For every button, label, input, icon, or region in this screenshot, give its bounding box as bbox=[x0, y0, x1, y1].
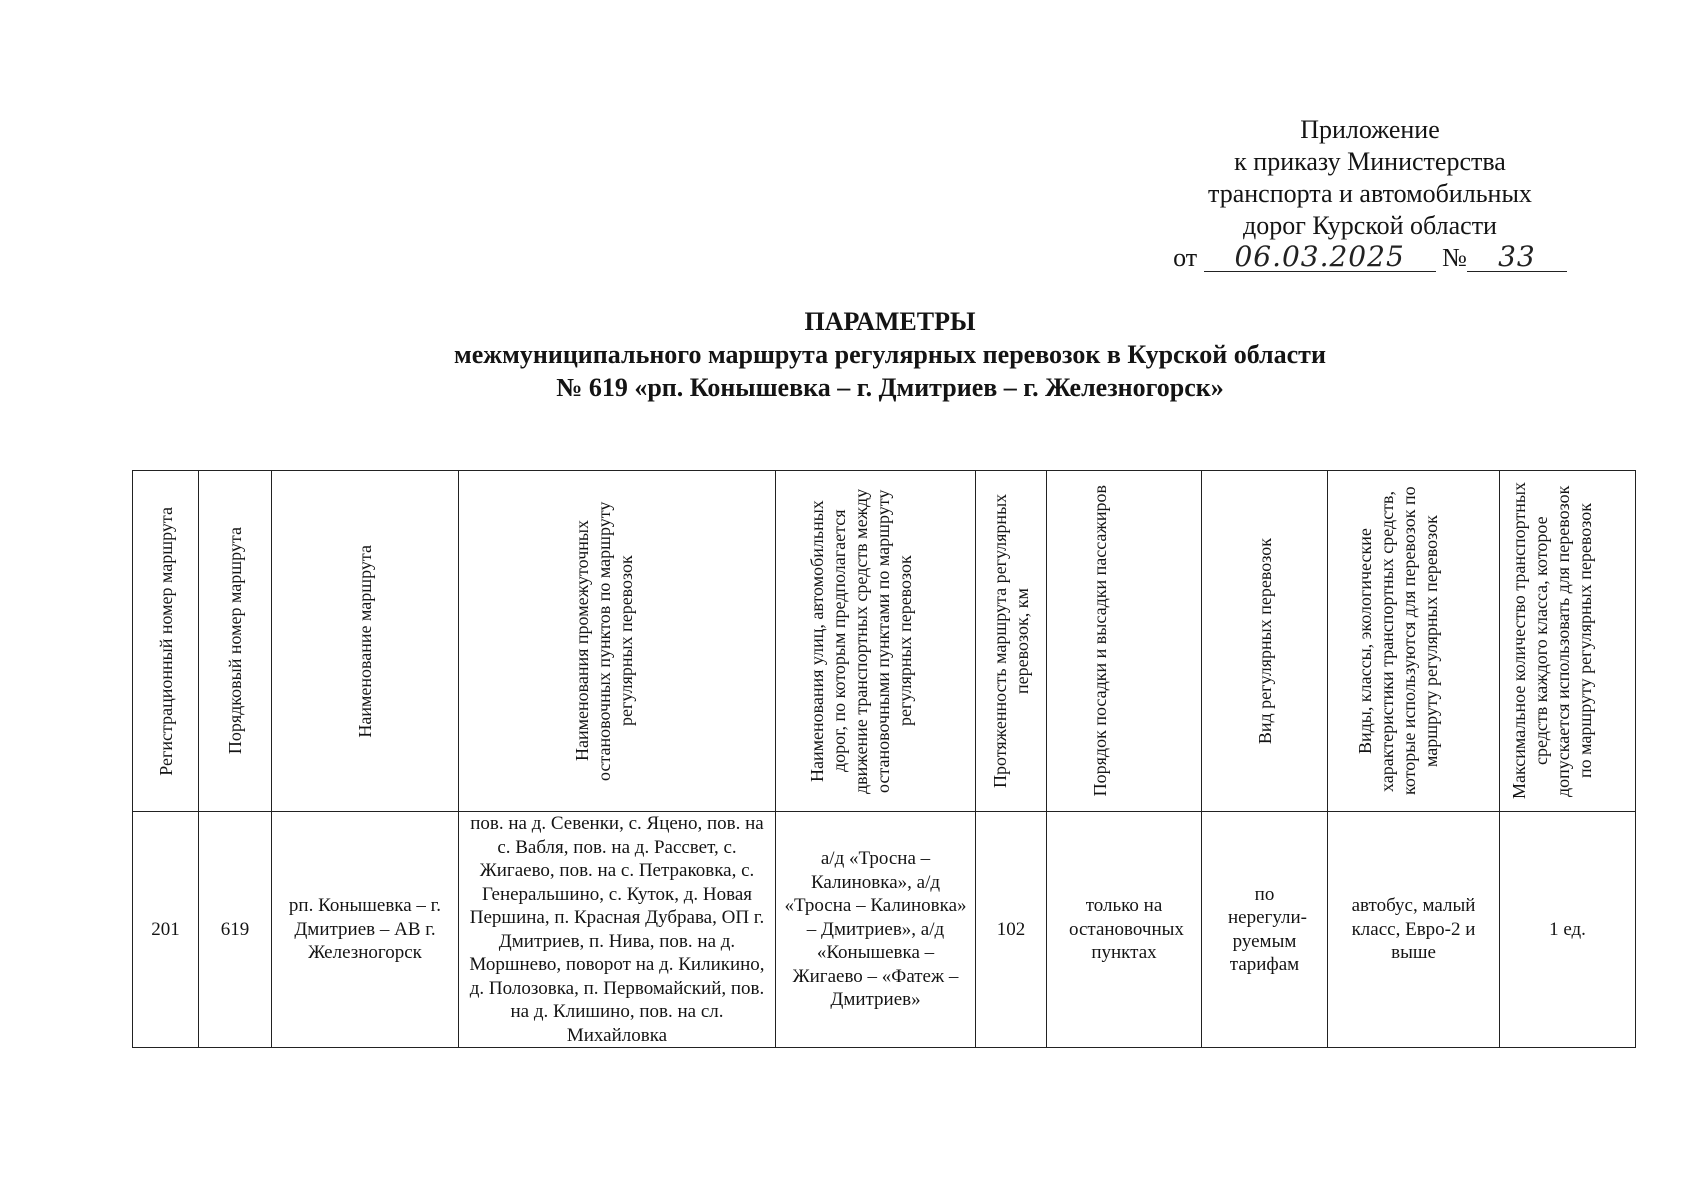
header-boarding: Порядок посадки и высадки пассажиров bbox=[1047, 471, 1202, 812]
date-prefix: от bbox=[1173, 243, 1198, 272]
appendix-title: Приложение bbox=[1300, 115, 1440, 144]
route-title: № 619 «рп. Конышевка – г. Дмитриев – г. Железногорск» bbox=[556, 373, 1224, 402]
cell-boarding: только на остановочных пунктах bbox=[1047, 812, 1202, 1048]
header-route-name: Наименование маршрута bbox=[272, 471, 459, 812]
cell-length: 102 bbox=[976, 812, 1047, 1048]
header-length: Протяженность маршрута регулярных перевозок, км bbox=[976, 471, 1047, 812]
appendix-block bbox=[1150, 114, 1590, 274]
header-roads: Наименования улиц, автомобильных дорог, по которым предполагается движение транспортных средств между остановочными пунктами по маршруту регулярных перевозок bbox=[776, 471, 976, 812]
header-reg-number: Регистрационный номер маршрута bbox=[133, 471, 199, 812]
appendix-ministry-line: транспорта и автомобильных bbox=[1208, 179, 1532, 208]
table-header-row bbox=[133, 471, 1636, 812]
cell-route-name: рп. Конышевка – г. Дмитриев – АВ г. Железногорск bbox=[272, 812, 459, 1048]
header-stops: Наименования промежуточных остановочных пунктов по маршруту регулярных перевозок bbox=[459, 471, 776, 812]
route-parameters-table bbox=[132, 470, 1636, 1048]
cell-roads: а/д «Тросна – Калиновка», а/д «Тросна – Калиновка» – Дмитриев», а/д «Конышевка – Жигаево – «Фатеж – Дмитриев» bbox=[776, 812, 976, 1048]
table-row bbox=[133, 812, 1636, 1048]
header-vehicle-class: Виды, классы, экологические характеристики транспортных средств, которые используются для перевозок по маршруту регулярных перевозок bbox=[1328, 471, 1500, 812]
document-title: ПАРАМЕТРЫ bbox=[804, 307, 976, 336]
handwritten-number: 33 bbox=[1467, 243, 1567, 272]
document-subtitle: межмуниципального маршрута регулярных перевозок в Курской области bbox=[454, 340, 1326, 369]
cell-max-vehicles: 1 ед. bbox=[1500, 812, 1636, 1048]
header-seq-number: Порядковый номер маршрута bbox=[199, 471, 272, 812]
handwritten-date: 06.03.2025 bbox=[1204, 243, 1436, 272]
cell-transport-type: по нерегули-руемым тарифам bbox=[1202, 812, 1328, 1048]
appendix-region-line: дорог Курской области bbox=[1243, 211, 1497, 240]
document-title-block bbox=[300, 305, 1480, 404]
cell-seq-number: 619 bbox=[199, 812, 272, 1048]
header-transport-type: Вид регулярных перевозок bbox=[1202, 471, 1328, 812]
header-max-vehicles: Максимальное количество транспортных средств каждого класса, которое допускается использовать для перевозок по маршруту регулярных перевозок bbox=[1500, 471, 1636, 812]
appendix-date-number-row bbox=[1150, 242, 1590, 274]
cell-reg-number: 201 bbox=[133, 812, 199, 1048]
appendix-order-line: к приказу Министерства bbox=[1234, 147, 1506, 176]
number-prefix: № bbox=[1442, 243, 1467, 272]
cell-vehicle-class: автобус, малый класс, Евро-2 и выше bbox=[1328, 812, 1500, 1048]
cell-stops: пов. на д. Севенки, с. Яцено, пов. на с. Вабля, пов. на д. Рассвет, с. Жигаево, пов. на с. Петраковка, с. Генеральшино, с. Куток, д. Новая Першина, п. Красная Дубрава, ОП г. Дмитриев, п. Нива, пов. на д. Моршнево, поворот на д. Киликино, д. Полозовка, п. Первомайский, пов. на д. Клишино, пов. на сл. Михайловка bbox=[459, 812, 776, 1048]
